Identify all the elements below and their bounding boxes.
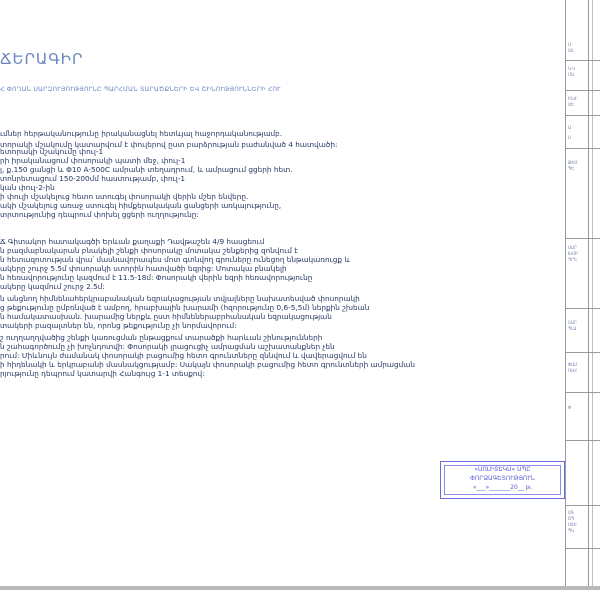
stamp-company: «ՍՈԼԻՏԵԿՍ» ՍՊԸ [474, 466, 531, 473]
title-block-rule [566, 505, 600, 506]
text-line: կան փուլ-2-ին [0, 183, 55, 192]
text-line: լ, ք.150 ցանցի և Փ10 A-500C ամրանի տեղադրում, և ամրացում ցցերի հետ. [0, 165, 293, 174]
title-block-label: ՄԱ [568, 72, 575, 77]
text-line: ն անցնող հիմնենահերկրաբանական եզրակացության տվյալները նախատեսված փոսորակի [0, 294, 360, 303]
title-block-divider [592, 0, 593, 587]
title-block-label: ՍԱՐ [568, 245, 577, 250]
page-subtitle: Հ ՓՈՂԱՆ ՍԱՐԶՈՒՅՈՒԹՅՈՒՆԸ ՊԱՐՀՄԱՆ ՏԱՐԱԾՔՆԵՐԻ ԵՎ ՇԻՆՈՒԹՅՈՒՆՆԵՐԻ ՀՈՒ [0, 86, 281, 93]
text-line: ն համակատասխան. խարամից ներքև ըստ հիմնեներաբրհանական եզրակացության [0, 312, 332, 321]
text-line: շ ուղղաղղվածից շենքի կառուցման ընթացքում տարածքի հարևան շինությունների [0, 333, 323, 342]
sheet-border-right [588, 0, 589, 587]
text-line: տակերի բազալտներ են, որոնց թեքությունը չի նորմավորում: [0, 321, 237, 330]
text-line: ետորակի մշակումը փուլ-1 [0, 147, 104, 156]
text-line: տրտությունից դեպրում փոխել ցցերի ուղղությունը: [0, 210, 199, 219]
text-line: ի հիդենակի և երկրաբանի մասնակցությամբ: Սակայն փոսորակի բացումից հետո գրունտների ամրացման [0, 360, 415, 369]
text-line: Ճ Գիտակոր հատակագծի Երևան քաղաքի Դավթաշեն 4/9 հասցեում [0, 237, 265, 246]
title-block-rule [566, 352, 600, 353]
text-line: ն բազմաբնակարան բնակելի շենքի փոսորակը մոտակա շենքերից զոնվում է [0, 246, 298, 255]
title-block-label: ՕՊ [568, 516, 575, 521]
title-block-rule [566, 392, 600, 393]
title-block-rule [566, 148, 600, 149]
text-line: ց թեքությունը ըմբռնված է ամբող, հրաբխային խարամի (հզորությունը 0,6-5,5մ) ներքին շխեան [0, 303, 370, 312]
text-line: ակերը շուրջ 5.5մ փոսորակի ստորին հատվածի եզրից: Մոտակա բնակելի [0, 264, 287, 273]
text-line: րում: Միևնույն ժամանակ փոսորակի բացումից հետո գրունտները զննվում և վավերացվում են [0, 351, 367, 360]
text-line: ւմներ հերթականությունը իրականացնել հետևյալ հաջորդականությամբ. [0, 129, 283, 138]
title-block-rule [566, 308, 600, 309]
title-block-rule [566, 238, 600, 239]
sheet-border-bottom [0, 586, 600, 590]
title-block-label: ՊԼԱ [568, 326, 577, 331]
title-block-label: ԽՄԲ [568, 251, 578, 256]
title-block-label: Մ [568, 42, 572, 47]
title-block-label: Փ [568, 405, 572, 410]
text-line: ակերը կազմում շուրջ 2.5մ: [0, 282, 105, 291]
text-line: ն շահագործումը չի խոչնդոտվի: Փոսորակի լրացուցիչ ամրացման աշխատանքներ չեն [0, 342, 335, 351]
title-block-label: ՌԱՀ [568, 368, 578, 373]
title-block-label: ՏԵ [568, 48, 574, 53]
title-block-label: ՏԱՐ [568, 320, 577, 325]
title-block-rule [566, 90, 600, 91]
text-line: տորակի մշակումը կատարվում է փուլերով ըստ բարձրության բաժանված 4 հատվածի: [0, 140, 338, 149]
text-line: տոնրետացում 150-200մմ հաստությամբ, փուլ-1 [0, 174, 186, 183]
title-block-label: ՍԵ [568, 102, 574, 107]
title-block [565, 0, 600, 587]
title-block-label: ՍՏ [568, 510, 574, 515]
title-block-label: ՓԱՍ [568, 362, 578, 367]
title-block-label: Կ·Կ [568, 66, 576, 71]
stamp-date: «___»_______20__ թ. [472, 484, 533, 491]
title-block-label: Ս [568, 135, 571, 140]
title-block-label: ԹԵՄ [568, 160, 578, 165]
title-block-rule [566, 440, 600, 441]
page-title: ՃԵՐԱԳԻՐ [0, 50, 84, 68]
title-block-label: ՊԵ [568, 166, 575, 171]
title-block-rule [566, 115, 600, 116]
text-line: ակի մշակելուց առաջ ստուգել հիմքերակական ցանցերի առկայությունը, [0, 201, 282, 210]
title-block-rule [566, 60, 600, 61]
title-block-label: Ա [568, 125, 572, 130]
title-block-label: ԻՆԺ [568, 96, 577, 101]
stamp-review-label: ՓՈՐՁԱԳԵՏՈՒԹՅՈՒՆ [470, 475, 535, 482]
title-block-rule [566, 548, 600, 549]
text-line: ի փուլի մշակելուց հետո ստուգել փոսորակի վերին մշեր ենվերը. [0, 192, 249, 201]
title-block-label: ՍՏԵ [568, 522, 577, 527]
approval-stamp [440, 461, 565, 499]
title-block-label: ՊՐԵ [568, 257, 577, 262]
text-line: ն հետազոտության վրա՛ մասնավորապես մոտ գտնվող գրուները ունեցող ենթակառուցք և [0, 255, 351, 264]
text-line: րի իրականացում փոսորակի պատի մեջ, փուլ-1 [0, 156, 186, 165]
text-line: րյությունը դեպրում կատարվի Հանգույց 1-1 տեսքով: [0, 369, 205, 378]
text-line: ն հեռավորությունը կազմում է 11.5-18մ: Փոսորակի վերին եզրի հեռավորությունը [0, 273, 313, 282]
title-block-label: ՊԿ [568, 528, 575, 533]
